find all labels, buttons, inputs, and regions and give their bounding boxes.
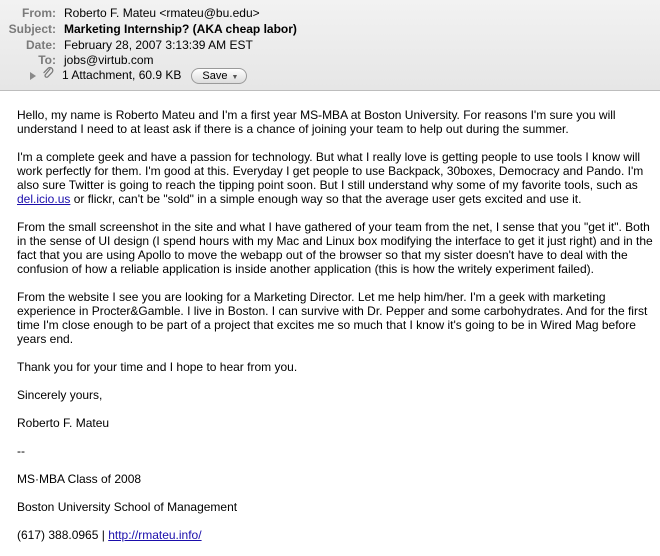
save-attachment-button[interactable] [191, 68, 247, 84]
paragraph-passion [17, 150, 657, 206]
paragraph-thanks: Thank you for your time and I hope to hear from you. [17, 360, 298, 374]
signature [17, 416, 657, 542]
subject-label: Subject: [8, 22, 56, 36]
disclosure-triangle-icon[interactable] [30, 72, 36, 80]
attachment-info: 1 Attachment, 60.9 KB [62, 68, 182, 82]
subject-value: Marketing Internship? (AKA cheap labor) [64, 22, 297, 36]
to-value[interactable]: jobs@virtub.com [64, 53, 154, 67]
signature-program: MS·MBA Class of 2008 [17, 472, 142, 486]
delicious-link[interactable]: del.icio.us [17, 192, 71, 206]
signature-phone: (617) 388.0965 | [17, 528, 109, 542]
paperclip-icon [42, 66, 54, 85]
from-value[interactable]: Roberto F. Mateu <rmateu@bu.edu> [64, 6, 260, 20]
save-button-label: Save [202, 69, 228, 82]
paragraph-passion-text-a: I'm a complete geek and have a passion for technology. But what I really love is getting people to use tools I know will work perfectly for them. I'm good at this. Everyday I get people to use Backpack, 30boxes, Democracy and Pando. I'm also sure Twitter is going to reach the tipping point soon. But I still understand why some of my favorite tools, such as [17, 150, 644, 192]
closing-line: Sincerely yours, [17, 388, 103, 402]
date-label: Date: [25, 38, 56, 52]
signature-name: Roberto F. Mateu [17, 416, 110, 430]
paragraph-team: From the small screenshot in the site and what I have gathered of your team from the net, I sense that you "get it". Both in the sense of UI design (I spend hours with my Mac and Linux box modifying the interface to get it just right) and in the fact that you are using Apollo to move the webapp out of the browser so that my sister doesn't have to deal with the confusion of how a reliable application is inside another application (this is how the writely experiment failed). [17, 220, 653, 276]
from-label: From: [22, 6, 56, 20]
signature-separator: -- [17, 444, 25, 458]
to-label: To: [38, 53, 56, 67]
chevron-down-icon: ▼ [231, 73, 239, 81]
paragraph-passion-text-b: or flickr, can't be "sold" in a simple enough way so that the average user gets excited and use it. [70, 192, 582, 206]
attachment-row [30, 66, 247, 84]
paragraph-role: From the website I see you are looking for a Marketing Director. Let me help him/her. I'm a geek with marketing experience in Procter&Gamble. I live in Boston. I can survive with Dr. Pepper and some carbohydrates. And for the first time I'm close enough to be part of a project that excites me so much that I know it's going to be in Wired Mag before years end. [17, 290, 648, 346]
website-link[interactable]: http://rmateu.info/ [108, 528, 202, 542]
message-body [17, 108, 657, 556]
message-header [0, 0, 660, 91]
date-value: February 28, 2007 3:13:39 AM EST [64, 38, 253, 52]
signature-school: Boston University School of Management [17, 500, 238, 514]
signature-contact [17, 528, 657, 542]
paragraph-intro: Hello, my name is Roberto Mateu and I'm a first year MS-MBA at Boston University. For reasons I'm sure you will understand I need to at least ask if there is a chance of joining your team to help out during the summer. [17, 108, 616, 136]
